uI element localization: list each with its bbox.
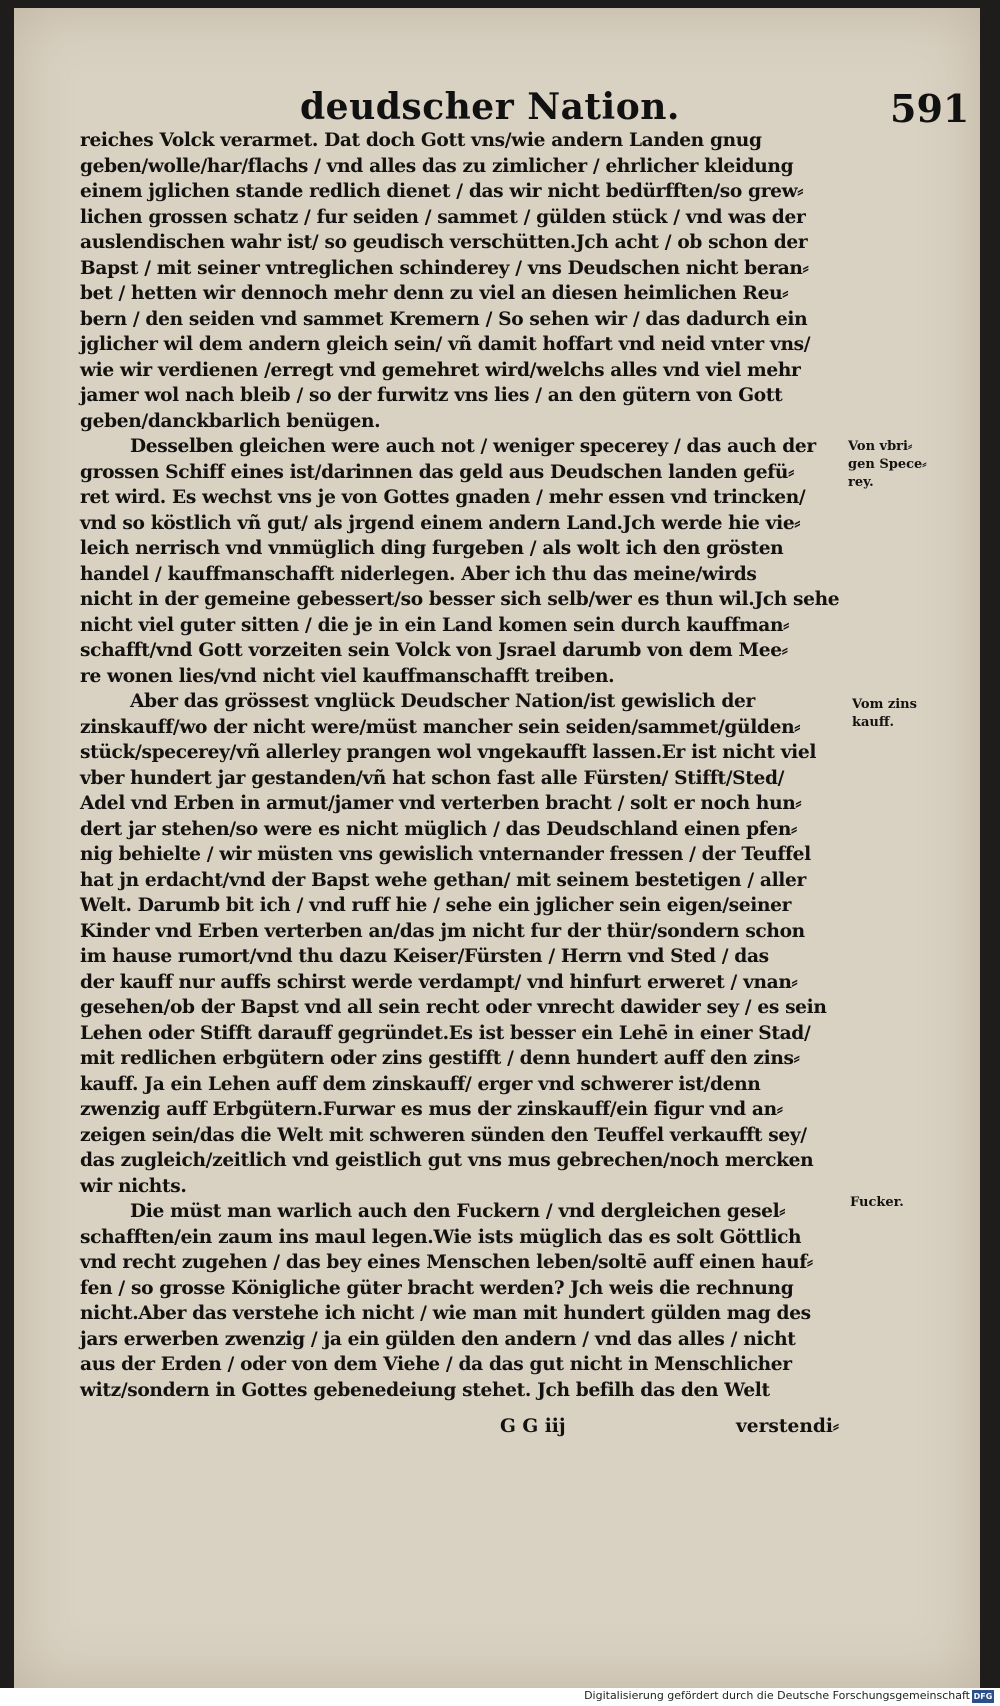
text-line: nig behielte / wir müsten vns gewislich vnternander fressen / der Teuffel (80, 844, 811, 865)
text-line: vnd so köstlich vñ gut/ als jrgend einem andern Land.Jch werde hie vie⸗ (80, 512, 801, 534)
text-line: jglicher wil dem andern gleich sein/ vñ damit hoffart vnd neid vnter vns/ (80, 334, 811, 355)
page-number: 591 (890, 86, 970, 131)
text-line: fen / so grosse Königliche güter bracht werden? Jch weis die rechnung (80, 1277, 794, 1299)
text-line: nicht in der gemeine gebessert/so besser sich selb/wer es thun wil.Jch sehe (80, 589, 840, 610)
text-line: Welt. Darumb bit ich / vnd ruff hie / sehe ein jglicher sein eigen/seiner (80, 895, 792, 916)
catchword: verstendi⸗ (736, 1416, 840, 1437)
text-line: der kauff nur auffs schirst werde verdampt/ vnd hinfurt erweret / vnan⸗ (80, 971, 798, 993)
credit-text: Digitalisierung gefördert durch die Deutsche Forschungsgemeinschaft (584, 1689, 970, 1702)
text-line: Adel vnd Erben in armut/jamer vnd verterben bracht / solt er noch hun⸗ (80, 793, 802, 814)
text-line: kauff. Ja ein Lehen auff dem zinskauff/ erger vnd schwerer ist/denn (80, 1073, 761, 1095)
text-line: Aber das grössest vnglück Deudscher Nation/ist gewislich der (130, 691, 755, 712)
digitization-credit-bar (0, 1688, 1000, 1706)
dfg-logo-icon: DFG (973, 1692, 993, 1701)
running-head: deudscher Nation. (300, 86, 680, 128)
text-line: wir nichts. (80, 1175, 187, 1197)
text-line: bet / hetten wir dennoch mehr denn zu viel an diesen heimlichen Reu⸗ (80, 283, 789, 304)
text-line: bern / den seiden vnd sammet Kremern / So sehen wir / das dadurch ein (80, 308, 808, 330)
text-line: Kinder vnd Erben verterben an/das jm nicht fur der thür/sondern schon (80, 920, 805, 942)
margin-note-fucker: Fucker. (850, 1195, 904, 1210)
text-line: dert jar stehen/so were es nicht müglich / das Deudschland einen pfen⸗ (80, 818, 797, 840)
body-text (80, 128, 860, 1403)
text-line: hat jn erdacht/vnd der Bapst wehe gethan/ mit seinem bestetigen / aller (80, 869, 806, 891)
text-line: lichen grossen schatz / fur seiden / sammet / gülden stück / vnd was der (80, 206, 806, 228)
text-line: im hause rumort/vnd thu dazu Keiser/Fürsten / Herrn vnd Sted / das (80, 946, 769, 967)
text-line: mit redlichen erbgütern oder zins gestifft / denn hundert auff den zins⸗ (80, 1048, 800, 1069)
text-line: geben/wolle/har/flachs / vnd alles das zu zimlicher / ehrlicher kleidung (80, 155, 794, 177)
text-line: Bapst / mit seiner vntreglichen schinderey / vns Deudschen nicht beran⸗ (80, 257, 809, 279)
text-line: gesehen/ob der Bapst vnd all sein recht oder vnrecht dawider sey / es sein (80, 997, 827, 1018)
signature-mark: G G iij (500, 1416, 566, 1437)
text-line: witz/sondern in Gottes gebenedeiung stehet. Jch befilh das den Welt (80, 1379, 770, 1401)
text-line: vber hundert jar gestanden/vñ hat schon fast alle Fürsten/ Stifft/Sted/ (80, 767, 785, 789)
text-line: ret wird. Es wechst vns je von Gottes gnaden / mehr essen vnd trincken/ (80, 487, 806, 508)
text-line: zwenzig auff Erbgütern.Furwar es mus der zinskauff/ein figur vnd an⸗ (80, 1099, 783, 1120)
text-line: jamer wol nach bleib / so der furwitz vns lies / an den gütern von Gott (80, 385, 783, 406)
text-line: das zugleich/zeitlich vnd geistlich gut vns mus gebrechen/noch mercken (80, 1150, 814, 1171)
page-footer (80, 1416, 860, 1442)
text-line: vnd recht zugehen / das bey eines Menschen leben/soltē auff einen hauf⸗ (80, 1252, 813, 1273)
text-line: leich nerrisch vnd vnmüglich ding furgeben / als wolt ich den grösten (80, 538, 784, 559)
text-line: geben/danckbarlich benügen. (80, 410, 381, 432)
text-line: re wonen lies/vnd nicht viel kauffmanschafft treiben. (80, 665, 615, 687)
text-line: wie wir verdienen /erregt vnd gemehret wird/welchs alles vnd viel mehr (80, 359, 801, 381)
text-line: Die müst man warlich auch den Fuckern / vnd dergleichen gesel⸗ (130, 1201, 786, 1222)
text-line: schafften/ein zaum ins maul legen.Wie ists müglich das es solt Göttlich (80, 1226, 802, 1248)
text-line: zinskauff/wo der nicht were/müst mancher sein seiden/sammet/gülden⸗ (80, 716, 801, 738)
book-page (14, 8, 980, 1688)
text-line: nicht viel guter sitten / die je in ein Land komen sein durch kauffman⸗ (80, 614, 789, 636)
text-line: auslendischen wahr ist/ so geudisch verschütten.Jch acht / ob schon der (80, 232, 808, 253)
margin-note-zinskauff: Vom zins kauff. (852, 697, 917, 730)
text-line: jars erwerben zwenzig / ja ein gülden den andern / vnd das alles / nicht (80, 1328, 796, 1350)
text-line: stück/specerey/vñ allerley prangen wol vngekaufft lassen.Er ist nicht viel (80, 742, 817, 763)
text-line: reiches Volck verarmet. Dat doch Gott vns/wie andern Landen gnug (80, 130, 762, 151)
text-line: einem jglichen stande redlich dienet / das wir nicht bedürfften/so grew⸗ (80, 181, 804, 202)
text-line: grossen Schiff eines ist/darinnen das geld aus Deudschen landen gefü⸗ (80, 461, 794, 483)
text-line: zeigen sein/das die Welt mit schweren sünden den Teuffel verkaufft sey/ (80, 1124, 807, 1146)
text-line: nicht.Aber das verstehe ich nicht / wie man mit hundert gülden mag des (80, 1303, 811, 1324)
text-line: Desselben gleichen were auch not / weniger specerey / das auch der (130, 436, 816, 457)
text-line: handel / kauffmanschafft niderlegen. Aber ich thu das meine/wirds (80, 563, 757, 585)
text-line: schafft/vnd Gott vorzeiten sein Volck von Jsrael darumb von dem Mee⸗ (80, 640, 788, 661)
text-line: aus der Erden / oder von dem Viehe / da das gut nicht in Menschlicher (80, 1354, 792, 1375)
text-line: Lehen oder Stifft darauff gegründet.Es ist besser ein Lehē in einer Stad/ (80, 1022, 811, 1044)
margin-note-specerey: Von vbri⸗ gen Spece⸗ rey. (848, 439, 927, 490)
